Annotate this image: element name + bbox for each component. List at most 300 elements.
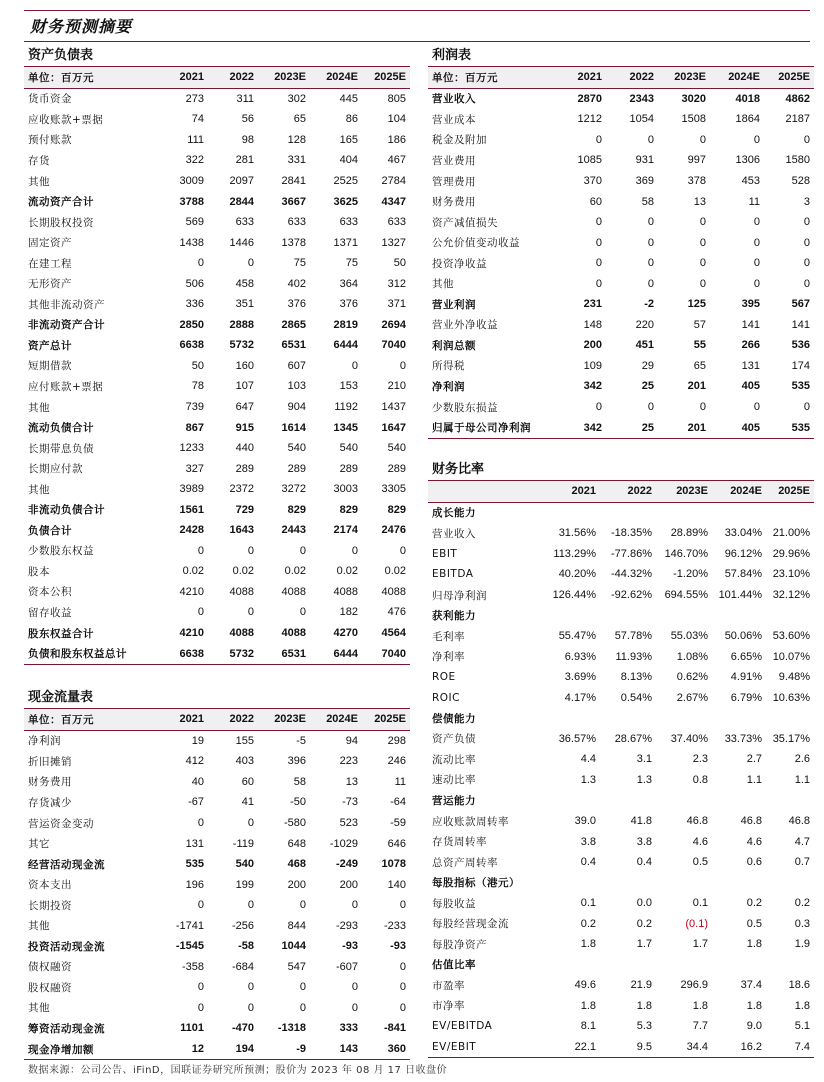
cell-value: 220 (635, 318, 654, 331)
cell-value: 4088 (333, 585, 358, 598)
cell-value: 1.9 (794, 938, 810, 951)
cell-value: 196 (185, 878, 204, 891)
cell-value: 1233 (179, 442, 204, 455)
cell-value (712, 872, 766, 893)
row-label: 应收账款周转率 (432, 815, 509, 828)
cell-value: 567 (791, 298, 810, 311)
cell-value: 29.96% (772, 547, 810, 560)
cell-value: 7.7 (692, 1020, 708, 1033)
cell-value: 4018 (735, 92, 760, 105)
cell-value: 182 (339, 606, 358, 619)
cell-value: 141 (741, 318, 760, 331)
cell-value: 125 (687, 298, 706, 311)
cell-value: 94 (345, 734, 358, 747)
cell-value: 194 (208, 1039, 258, 1060)
cell-value: 647 (235, 401, 254, 414)
cell-value: 21.9 (630, 979, 652, 992)
category-row (428, 605, 814, 626)
cell-value: 0 (595, 401, 602, 414)
cell-value (712, 708, 766, 729)
table-row (428, 88, 814, 109)
cell-value: 200 (583, 339, 602, 352)
row-label: 营业收入 (432, 93, 476, 106)
table-row (24, 1039, 410, 1060)
cell-value: 633 (235, 216, 254, 229)
cell-value: 9.48% (778, 671, 810, 684)
cell-value (766, 790, 814, 811)
cell-value: 4270 (333, 627, 358, 640)
row-label: 管理费用 (432, 175, 476, 188)
row-label: 其他 (432, 278, 454, 291)
cell-value: 231 (583, 298, 602, 311)
year-header: 2021 (554, 67, 606, 89)
cell-value: 1192 (334, 401, 358, 414)
cell-value: 281 (235, 154, 254, 167)
cell-value: 0 (803, 257, 810, 270)
table-row (24, 294, 410, 315)
cell-value: -59 (390, 817, 406, 829)
table-row (428, 667, 814, 688)
cell-value: 1.08% (676, 650, 708, 663)
cell-value: 40 (191, 775, 204, 788)
cell-value: 648 (287, 837, 306, 850)
cell-value: 369 (635, 175, 654, 187)
cell-value (656, 955, 712, 976)
row-label: 存货减少 (28, 796, 72, 809)
row-label: 总资产周转率 (432, 856, 498, 869)
section-title: 资产负债表 (28, 48, 94, 63)
cell-value: 3.69% (564, 671, 596, 684)
cell-value: 19 (191, 734, 204, 747)
cell-value: 402 (287, 277, 306, 290)
table-row (24, 833, 410, 854)
cell-value: 55.47% (558, 630, 596, 643)
cell-value: 540 (287, 442, 306, 455)
cell-value: 633 (387, 216, 406, 229)
cell-value: 6531 (281, 339, 306, 352)
table-header-row (428, 481, 814, 503)
year-header: 2021 (158, 67, 208, 89)
table-row (428, 171, 814, 192)
cell-value: 60 (241, 775, 254, 788)
table-row (24, 335, 410, 356)
cell-value (656, 502, 712, 523)
row-label: 速动比率 (432, 774, 476, 787)
cell-value: 4.7 (794, 835, 810, 848)
cell-value: 351 (235, 298, 254, 311)
cell-value: 0 (299, 544, 306, 557)
cell-value (534, 605, 600, 626)
cell-value: 0 (647, 257, 654, 270)
cell-value: 0 (753, 216, 760, 229)
row-label: 长期带息负债 (28, 442, 94, 455)
cell-value: -1029 (329, 837, 358, 850)
cell-value: 2097 (229, 175, 254, 187)
table-row (428, 212, 814, 233)
ratios-table (428, 480, 814, 1058)
row-label: 应付账款+票据 (28, 380, 104, 393)
cell-value: 111 (187, 133, 204, 146)
row-label: 债权融资 (28, 961, 72, 974)
cell-value: 12 (158, 1039, 208, 1060)
row-label: 其他 (28, 401, 50, 414)
balance-sheet-section (24, 46, 410, 665)
ratios-section (428, 460, 814, 1058)
cell-value: 0 (197, 817, 204, 829)
cell-value: 403 (235, 755, 254, 768)
table-row (24, 130, 410, 151)
cell-value: 1437 (381, 401, 406, 414)
cell-value: 0.5 (692, 856, 708, 869)
cell-value: 0 (247, 817, 254, 829)
cell-value: 2372 (229, 483, 254, 496)
cell-value: 3020 (681, 92, 706, 105)
cell-value: 289 (387, 462, 406, 475)
cell-value: -293 (335, 919, 358, 932)
cell-value: 50 (191, 359, 204, 372)
cell-value: 0.1 (580, 897, 596, 910)
cell-value: 3788 (179, 195, 204, 208)
cell-value: 55.03% (670, 630, 708, 643)
cell-value: 540 (339, 442, 358, 455)
row-label: 净利润 (28, 735, 61, 748)
table-row (24, 936, 410, 957)
cell-value: 7040 (381, 339, 406, 352)
cell-value: 0 (647, 277, 654, 290)
cell-value: 21.00% (772, 527, 810, 540)
cell-value (656, 790, 712, 811)
cell-value: 0 (699, 216, 706, 229)
cell-value: 476 (387, 606, 406, 619)
cell-value: 131 (741, 359, 760, 372)
cell-value: 199 (235, 878, 254, 891)
row-label: 营业收入 (432, 527, 476, 540)
cell-value: 4088 (381, 585, 406, 598)
cell-value: -67 (188, 796, 204, 809)
cell-value: -358 (181, 960, 204, 973)
cell-value: -2 (644, 298, 654, 311)
cell-value: 405 (741, 380, 760, 393)
cell-value: 10.63% (772, 691, 810, 704)
cell-value: 32.12% (772, 589, 810, 601)
cell-value: 0.5 (746, 917, 762, 930)
cell-value: 371 (387, 298, 406, 311)
table-row (24, 458, 410, 479)
cell-value: 7.4 (766, 1037, 814, 1058)
cell-value: 104 (387, 113, 406, 126)
cell-value: 3667 (281, 195, 306, 208)
cell-value: 0 (197, 899, 204, 912)
table-row (24, 232, 410, 253)
cell-value: 694.55% (664, 589, 708, 601)
cell-value: 1.1 (746, 773, 762, 786)
cell-value: 13 (345, 775, 358, 788)
cell-value: 6638 (158, 643, 208, 664)
row-label: 预付账款 (28, 134, 72, 147)
cell-value (712, 790, 766, 811)
cell-value: 0 (299, 899, 306, 912)
cell-value: 2.7 (746, 753, 762, 766)
cell-value: 4.17% (564, 691, 596, 704)
year-header: 2023E (258, 709, 310, 731)
row-label: 每股经营现金流 (432, 918, 509, 931)
cell-value: 0.4 (636, 856, 652, 869)
cell-value: -607 (335, 960, 358, 973)
cell-value: 0.2 (794, 897, 810, 910)
cell-value: -93 (342, 940, 358, 953)
table-row (428, 626, 814, 647)
cell-value: 0 (299, 606, 306, 619)
cell-value: 11 (748, 195, 760, 208)
cell-value: 0.4 (580, 856, 596, 869)
cell-value: 9.5 (600, 1037, 656, 1058)
cell-value: 535 (764, 417, 814, 438)
cell-value: 378 (687, 175, 706, 187)
cell-value: 0 (247, 257, 254, 270)
row-label: 负债合计 (28, 524, 72, 537)
cell-value: 289 (339, 462, 358, 475)
cell-value: 4.4 (580, 753, 596, 766)
row-label: 营业外净收益 (432, 319, 498, 332)
row-label: 市盈率 (432, 979, 465, 992)
row-label: 税金及附加 (432, 134, 487, 147)
table-row (24, 602, 410, 623)
cell-value: 37.40% (670, 732, 708, 745)
cell-value: 2.3 (692, 753, 708, 766)
row-label: 留存收益 (28, 606, 72, 619)
cell-value: 569 (185, 216, 204, 229)
table-row (428, 523, 814, 544)
table-row (24, 479, 410, 500)
cell-value: 3989 (179, 483, 204, 496)
cell-value: 2.67% (676, 691, 708, 704)
cell-value: -684 (231, 960, 254, 973)
cell-value: -1545 (175, 940, 204, 953)
cell-value (600, 708, 656, 729)
row-label: 所得税 (432, 360, 465, 373)
cell-value: 33.73% (724, 732, 762, 745)
cell-value: 0 (351, 359, 358, 372)
cell-value (766, 955, 814, 976)
cell-value: 1.8 (692, 999, 708, 1012)
table-row (428, 253, 814, 274)
cell-value: 28.89% (670, 527, 708, 540)
cell-value: 4862 (785, 92, 810, 105)
cell-value: 3272 (281, 483, 306, 496)
row-label: EBITDA (432, 568, 474, 581)
cell-value: 540 (387, 442, 406, 455)
cell-value: 50 (393, 257, 406, 270)
cell-value: 2187 (785, 113, 810, 126)
row-label: 估值比率 (432, 959, 476, 972)
cell-value: 33.04% (724, 527, 762, 540)
row-label: 其他非流动资产 (28, 298, 105, 311)
table-row (24, 397, 410, 418)
cell-value: 302 (287, 92, 306, 105)
top-rule (24, 10, 810, 11)
cell-value: 535 (791, 380, 810, 393)
table-row (24, 1018, 410, 1039)
category-row (428, 790, 814, 811)
cell-value: 0 (351, 899, 358, 912)
cell-value: 6.65% (730, 650, 762, 663)
cell-value: 65 (693, 359, 706, 372)
row-label: 存货 (28, 154, 50, 167)
cell-value: 2870 (577, 92, 602, 105)
cell-value: 376 (339, 298, 358, 311)
cell-value: 547 (287, 960, 306, 973)
table-row (428, 335, 814, 356)
cell-value: 50.06% (724, 630, 762, 643)
row-label: 成长能力 (432, 507, 476, 520)
unit-label: 单位：百万元 (428, 67, 554, 89)
cell-value: 0 (247, 606, 254, 619)
cell-value: 0 (753, 257, 760, 270)
cell-value: 0 (753, 277, 760, 290)
table-row (24, 88, 410, 109)
row-label: 折旧摊销 (28, 755, 72, 768)
table-row (24, 212, 410, 233)
cell-value: 458 (235, 277, 254, 290)
income-statement-section (428, 46, 814, 439)
cell-value: 0 (699, 277, 706, 290)
row-label: 每股指标（港元） (432, 877, 520, 890)
cell-value: 155 (235, 734, 254, 747)
cell-value: -44.32% (611, 568, 652, 581)
cell-value: 1.7 (692, 938, 708, 951)
cell-value: 536 (791, 339, 810, 352)
cell-value (656, 708, 712, 729)
table-row (428, 356, 814, 377)
cell-value (766, 708, 814, 729)
cell-value: 141 (791, 318, 810, 331)
cell-value: 523 (339, 817, 358, 829)
cell-value: 451 (635, 339, 654, 352)
cell-value: 4564 (381, 627, 406, 640)
unit-label: 单位：百万元 (24, 67, 158, 89)
cell-value (600, 872, 656, 893)
cell-value: 8.13% (620, 671, 652, 684)
cell-value: 0 (399, 960, 406, 973)
cell-value: -93 (390, 940, 406, 953)
cell-value: 0.02 (336, 565, 358, 578)
row-label: 资产减值损失 (432, 216, 498, 229)
table-row (24, 582, 410, 603)
year-header: 2025E (764, 67, 814, 89)
row-label: 财务费用 (28, 776, 72, 789)
cell-value: 1446 (229, 236, 254, 249)
cell-value: 0 (247, 981, 254, 994)
row-label: 长期股权投资 (28, 216, 94, 229)
cell-value: 5732 (229, 339, 254, 352)
cell-value: -64 (390, 796, 406, 809)
cell-value: 0 (197, 981, 204, 994)
cell-value: 0 (699, 401, 706, 414)
cell-value: -58 (238, 940, 254, 953)
cell-value: 2694 (381, 318, 406, 331)
year-header: 2023E (258, 67, 310, 89)
cell-value: 31.56% (558, 527, 596, 540)
cell-value: 11 (394, 775, 406, 788)
cell-value: 3.1 (636, 753, 652, 766)
cell-value: 3.8 (580, 835, 596, 848)
cell-value: 331 (287, 154, 306, 167)
cell-value: 4.6 (746, 835, 762, 848)
cell-value: 2784 (381, 175, 406, 187)
table-row (24, 998, 410, 1019)
cell-value: 1.8 (580, 938, 596, 951)
cell-value: 0 (595, 133, 602, 146)
row-label: 营运能力 (432, 794, 476, 807)
cell-value: 18.6 (788, 979, 810, 992)
cell-value: 0 (197, 606, 204, 619)
table-row (24, 772, 410, 793)
cell-value: 311 (236, 92, 254, 105)
cell-value: 0 (399, 981, 406, 994)
cell-value: 445 (339, 92, 358, 105)
year-header: 2023E (658, 67, 710, 89)
cell-value: 101.44% (718, 589, 762, 601)
cell-value: 6444 (333, 339, 358, 352)
cell-value: 58 (293, 775, 306, 788)
cell-value: 997 (687, 154, 706, 167)
category-row (428, 502, 814, 523)
cell-value: 289 (235, 462, 254, 475)
cell-value: 0 (595, 236, 602, 249)
row-label: 其他 (28, 1002, 50, 1015)
cell-value: 739 (185, 401, 204, 414)
cell-value (766, 502, 814, 523)
table-row (24, 520, 410, 541)
income-statement-table (428, 66, 814, 439)
cell-value: 1580 (785, 154, 810, 167)
cell-value: 395 (741, 298, 760, 311)
table-row (24, 751, 410, 772)
row-label: 流动比率 (432, 753, 476, 766)
row-label: 非流动资产合计 (28, 319, 105, 332)
cell-value: 98 (241, 133, 254, 146)
cell-value: 915 (235, 421, 254, 434)
cell-value: 0 (647, 133, 654, 146)
row-label: 营运资金变动 (28, 817, 94, 830)
cell-value: 1371 (333, 236, 358, 249)
cell-value: 146.70% (664, 547, 708, 560)
table-row (24, 499, 410, 520)
cell-value: 5.1 (794, 1020, 810, 1033)
cell-value: 0.6 (746, 856, 762, 869)
row-label: 资本公积 (28, 586, 72, 599)
table-row (428, 811, 814, 832)
table-row (428, 585, 814, 606)
cell-value: 0 (803, 401, 810, 414)
cell-value: -73 (342, 796, 358, 809)
cell-value: 65 (293, 113, 306, 126)
cell-value: 0 (753, 401, 760, 414)
cell-value: 0 (399, 544, 406, 557)
cell-value: 0 (399, 1001, 406, 1014)
cell-value: -92.62% (611, 589, 652, 601)
table-row (24, 643, 410, 664)
cell-value: 0 (399, 899, 406, 912)
cell-value: -580 (283, 817, 306, 829)
cell-value: 829 (287, 503, 306, 516)
cell-value: 646 (387, 837, 406, 850)
year-header: 2024E (310, 709, 362, 731)
cell-value: 210 (387, 380, 406, 393)
table-row (24, 109, 410, 130)
cell-value: 186 (387, 133, 406, 146)
unit-label: 单位：百万元 (24, 709, 158, 731)
